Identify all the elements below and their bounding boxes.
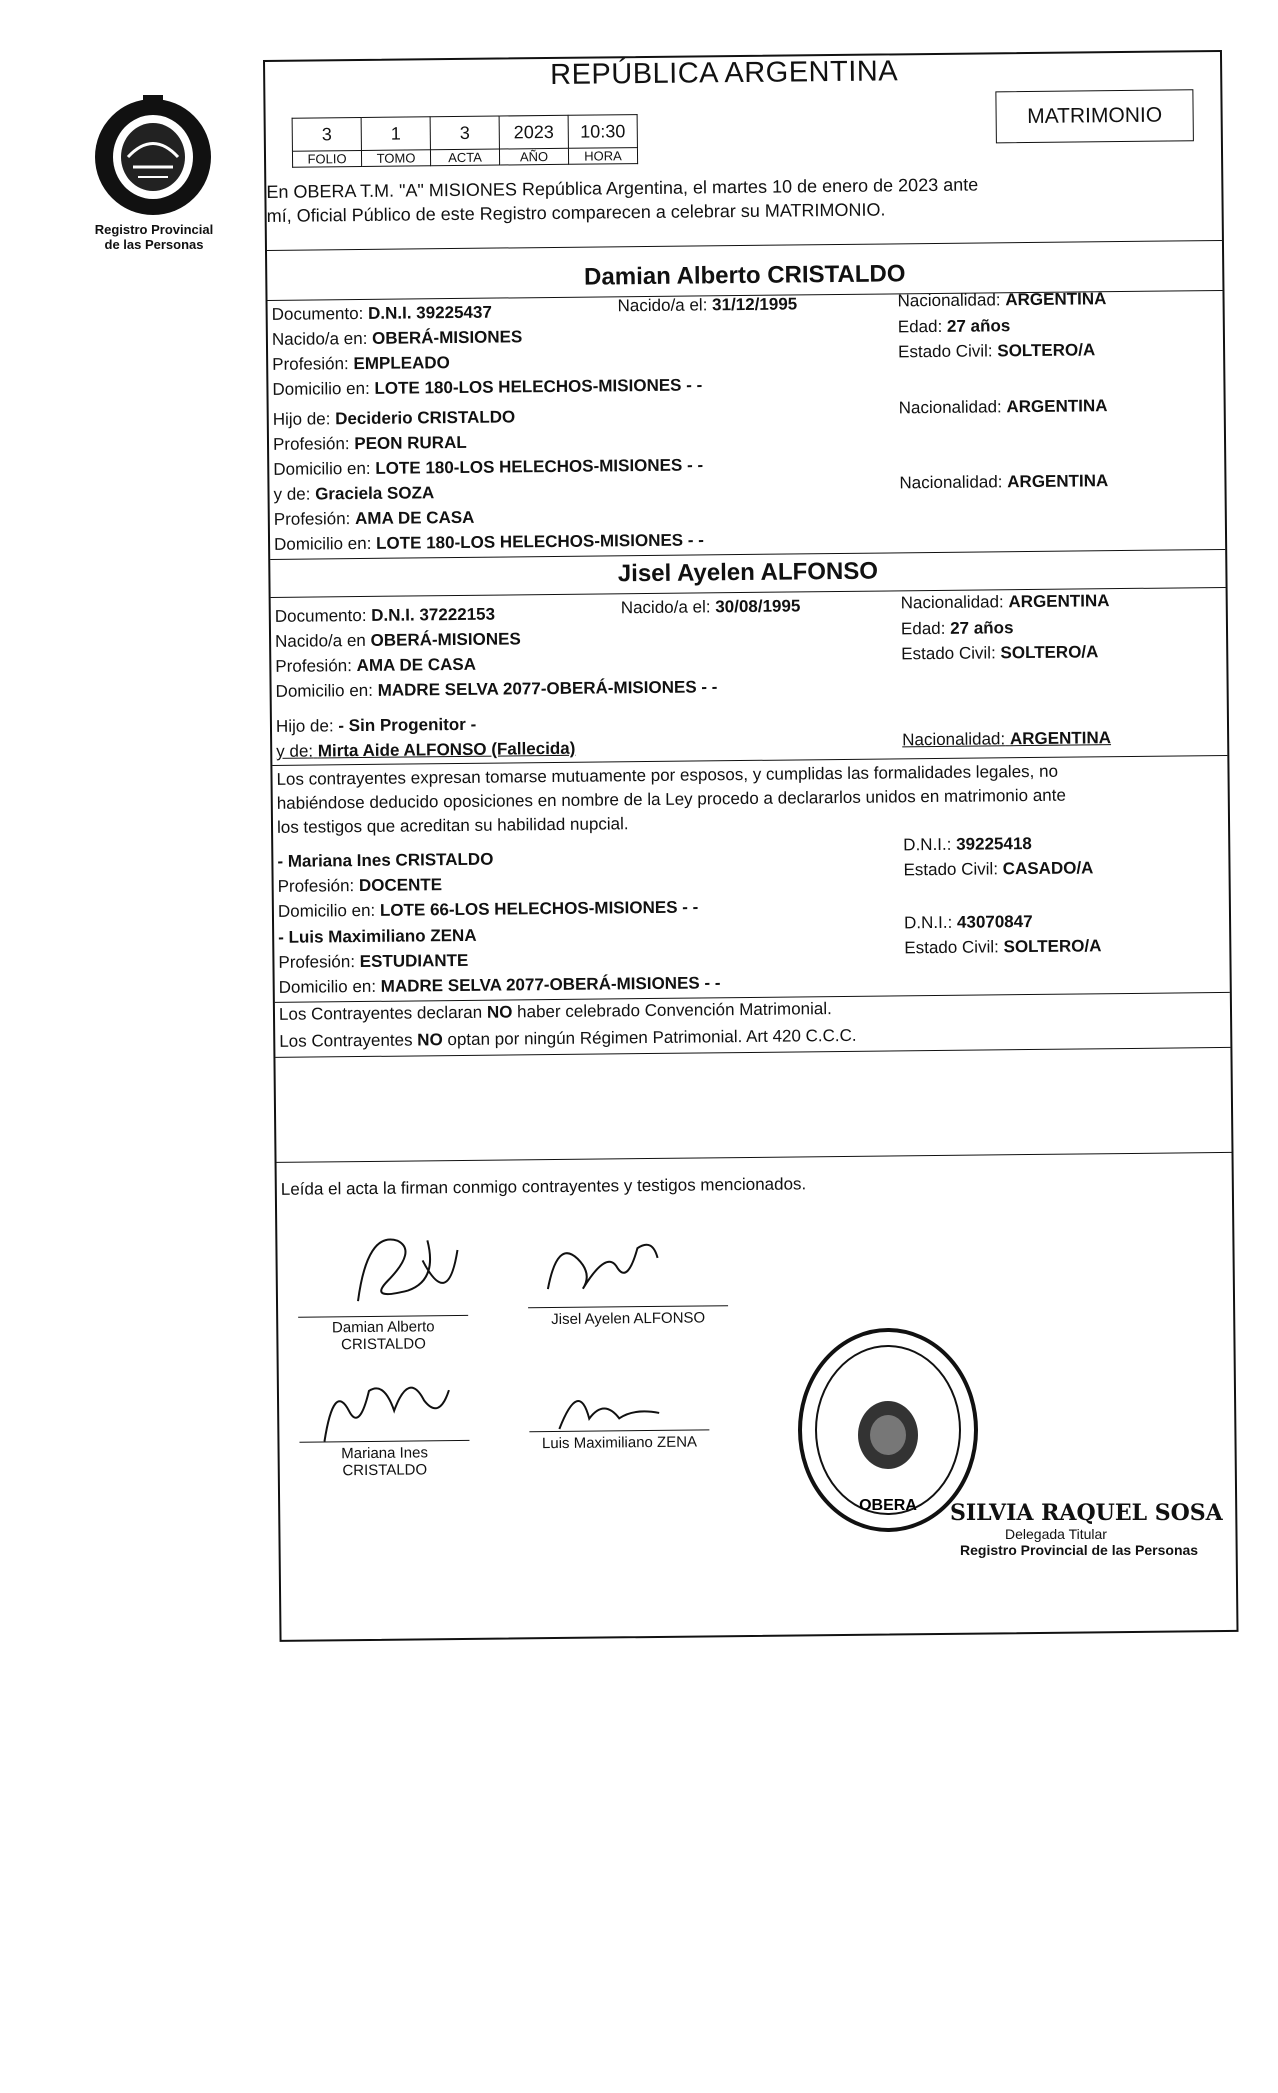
declaration-text [276, 758, 1207, 840]
divider [267, 240, 1222, 251]
spouse1-document: Documento: D.N.I. 39225437 [271, 302, 492, 324]
spouse1-mother-address: Domicilio en: LOTE 180-LOS HELECHOS-MISIONES - - [273, 530, 704, 554]
spouse1-birthplace: Nacido/a en: OBERÁ-MISIONES [271, 327, 523, 349]
spouse2-nationality: Nacionalidad: ARGENTINA [900, 591, 1110, 613]
spouse2-mother-nationality: Nacionalidad: ARGENTINA [902, 728, 1112, 750]
signature-spouse2 [537, 1228, 668, 1309]
witness1-profession: Profesión: DOCENTE [277, 875, 443, 896]
witness2-profession: Profesión: ESTUDIANTE [278, 950, 469, 972]
registry-table [292, 114, 639, 168]
witness2-civil-status: Estado Civil: SOLTERO/A [904, 936, 1102, 958]
spouse1-mother-profession: Profesión: AMA DE CASA [273, 507, 475, 529]
spouse2-name: Jisel Ayelen ALFONSO [617, 557, 879, 588]
spouse1-father-address: Domicilio en: LOTE 180-LOS HELECHOS-MISIONES - - [273, 455, 704, 479]
closing-text: Leída el acta la firman conmigo contrayentes y testigos mencionados. [280, 1174, 807, 1199]
spouse1-age: Edad: 27 años [897, 316, 1011, 337]
official-role: Delegada Titular [1005, 1526, 1107, 1542]
spouse1-father-nationality: Nacionalidad: ARGENTINA [898, 396, 1108, 418]
marriage-record [263, 50, 1239, 1642]
tomo-label: TOMO [361, 150, 430, 167]
declaration-line3: los testigos que acreditan su habilidad nupcial. [276, 814, 629, 837]
witness1-address: Domicilio en: LOTE 66-LOS HELECHOS-MISIONES - - [277, 897, 699, 921]
spouse1-name: Damian Alberto CRISTALDO [583, 260, 906, 291]
record-type: MATRIMONIO [995, 89, 1194, 143]
spouse2-father: Hijo de: - Sin Progenitor - [275, 714, 477, 736]
signature-name-witness1: Mariana Ines CRISTALDO [341, 1444, 429, 1480]
anio-value: 2023 [499, 115, 568, 149]
declaration-line1: Los contrayentes expresan tomarse mutuamente por esposos, y cumplidas las formalidades legales, no [276, 761, 1059, 789]
convention-statement: Los Contrayentes declaran NO haber celebrado Convención Matrimonial. [278, 999, 832, 1024]
spouse2-address: Domicilio en: MADRE SELVA 2077-OBERÁ-MISIONES - - [275, 677, 718, 701]
spouse2-document: Documento: D.N.I. 37222153 [274, 604, 496, 626]
acta-label: ACTA [430, 149, 499, 166]
signature-name-spouse2: Jisel Ayelen ALFONSO [551, 1309, 706, 1329]
provincial-seal-logo [88, 95, 218, 220]
logo-caption-line2: de las Personas [104, 237, 204, 252]
spouse1-mother: y de: Graciela SOZA [273, 483, 435, 504]
spouse2-birthdate: Nacido/a el: 30/08/1995 [620, 596, 801, 618]
spouse1-father: Hijo de: Deciderio CRISTALDO [272, 407, 516, 429]
intro-line2: mí, Oficial Público de este Registro comparecen a celebrar su MATRIMONIO. [266, 199, 886, 226]
spouse2-mother: y de: Mirta Aide ALFONSO (Fallecida) [276, 738, 576, 761]
acta-value: 3 [430, 116, 499, 150]
spouse1-nationality: Nacionalidad: ARGENTINA [897, 289, 1107, 311]
witness2-name: - Luis Maximiliano ZENA [278, 925, 477, 947]
logo-caption [70, 222, 238, 252]
intro-line1: En OBERA T.M. "A" MISIONES República Argentina, el martes 10 de enero de 2023 ante [266, 174, 979, 202]
tomo-value: 1 [361, 117, 430, 151]
anio-label: AÑO [499, 148, 568, 165]
signature-name-witness2: Luis Maximiliano ZENA [541, 1433, 698, 1453]
folio-value: 3 [292, 117, 361, 151]
spouse1-mother-nationality: Nacionalidad: ARGENTINA [899, 471, 1109, 493]
spouse1-civil-status: Estado Civil: SOLTERO/A [897, 340, 1096, 362]
signature-name-spouse1: Damian Alberto CRISTALDO [331, 1318, 435, 1354]
hora-label: HORA [568, 148, 637, 165]
regime-statement: Los Contrayentes NO optan por ningún Régimen Patrimonial. Art 420 C.C.C. [279, 1025, 857, 1051]
stamp-city: OBERA [859, 1497, 917, 1514]
spouse1-profession: Profesión: EMPLEADO [272, 353, 450, 374]
spouse1-father-profession: Profesión: PEON RURAL [272, 432, 467, 454]
witness2-address: Domicilio en: MADRE SELVA 2077-OBERÁ-MISIONES - - [278, 973, 721, 997]
witness2-dni: D.N.I.: 43070847 [903, 911, 1033, 933]
official-office: Registro Provincial de las Personas [960, 1542, 1199, 1558]
signature-spouse1 [327, 1220, 478, 1322]
intro-text [266, 170, 1221, 228]
folio-label: FOLIO [292, 150, 361, 167]
divider [277, 1152, 1232, 1163]
spouse1-address: Domicilio en: LOTE 180-LOS HELECHOS-MISIONES - - [272, 375, 703, 399]
witness1-name: - Mariana Ines CRISTALDO [277, 849, 494, 871]
spouse2-civil-status: Estado Civil: SOLTERO/A [901, 642, 1099, 664]
witness1-civil-status: Estado Civil: CASADO/A [903, 858, 1094, 880]
logo-caption-line1: Registro Provincial [94, 222, 214, 237]
official-block [950, 1500, 1223, 1558]
hora-value: 10:30 [568, 115, 637, 149]
spouse1-birthdate: Nacido/a el: 31/12/1995 [617, 294, 798, 316]
spouse2-profession: Profesión: AMA DE CASA [275, 654, 477, 676]
spouse2-age: Edad: 27 años [900, 618, 1014, 639]
document-title: REPÚBLICA ARGENTINA [550, 55, 899, 91]
declaration-line2: habiéndose deducido oposiciones en nombre de la Ley procedo a declararlos unidos en matrimonio ante [276, 785, 1066, 813]
signature-witness1 [309, 1360, 460, 1452]
official-name: SILVIA RAQUEL SOSA [950, 1500, 1223, 1526]
spouse2-birthplace: Nacido/a en OBERÁ-MISIONES [274, 629, 521, 651]
witness1-dni: D.N.I.: 39225418 [903, 833, 1032, 855]
